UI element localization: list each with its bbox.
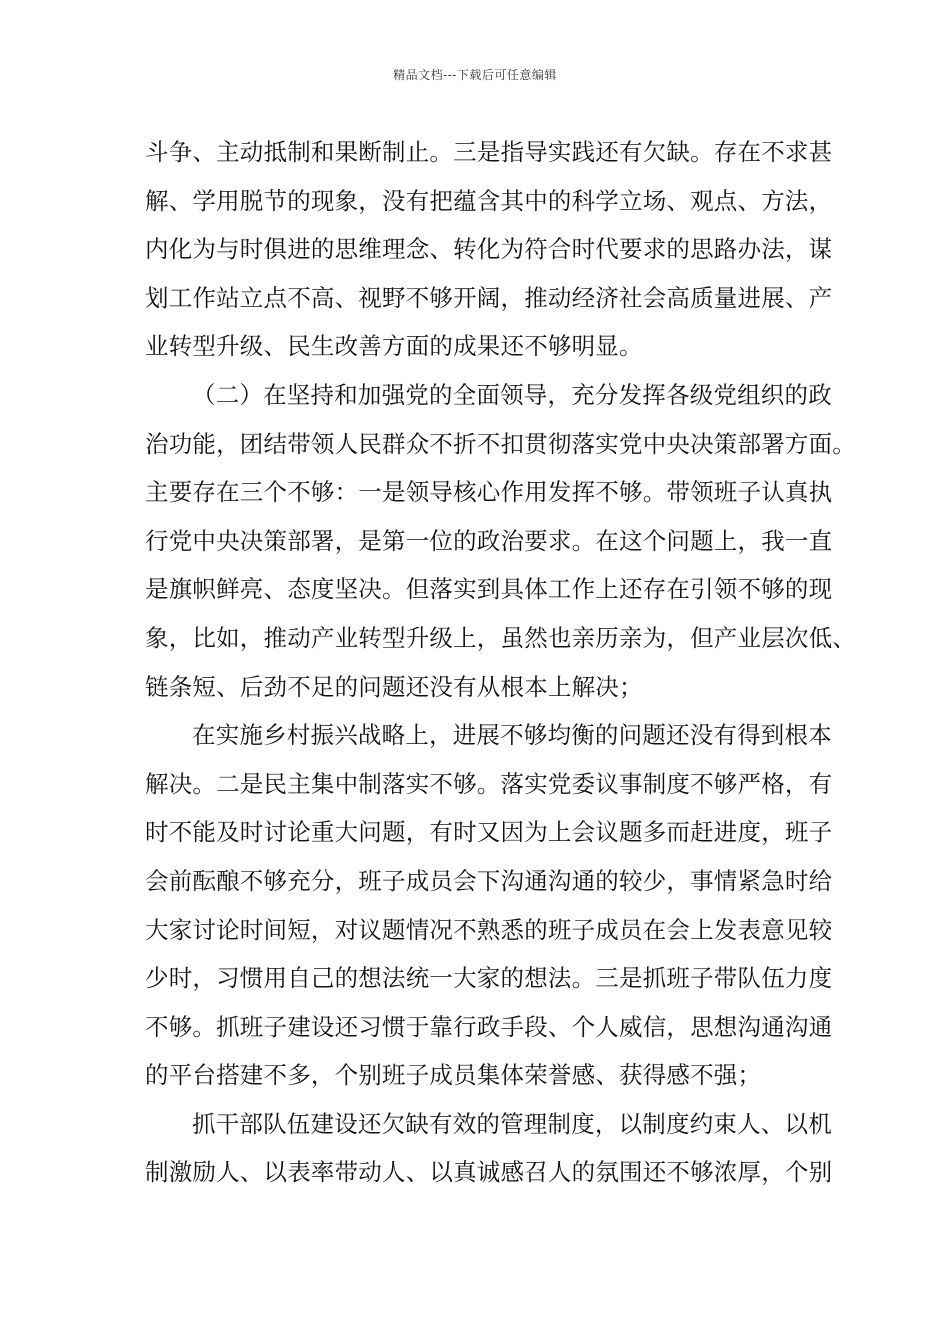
text-line: 治功能，团结带领人民群众不折不扣贯彻落实党中央决策部署方面。 (145, 429, 856, 458)
paragraph-4 (145, 1100, 833, 1197)
text-line: 制激励人、以表率带动人、以真诚感召人的氛围还不够浓厚，个别 (145, 1158, 833, 1187)
paragraph-3 (145, 711, 833, 1100)
paragraph-1 (145, 128, 833, 371)
text-line: 解决。二是民主集中制落实不够。落实党委议事制度不够严格，有 (145, 769, 833, 798)
text-line: 行党中央决策部署，是第一位的政治要求。在这个问题上，我一直 (145, 526, 833, 555)
text-line: 链条短、后劲不足的问题还没有从根本上解决； (145, 672, 643, 701)
text-line: 大家讨论时间短，对议题情况不熟悉的班子成员在会上发表意见较 (145, 915, 833, 944)
paragraph-2 (145, 371, 856, 711)
text-line: 内化为与时俱进的思维理念、转化为符合时代要求的思路办法，谋 (145, 235, 833, 264)
text-line: 不够。抓班子建设还习惯于靠行政手段、个人威信，思想沟通沟通 (145, 1012, 833, 1041)
text-line: 的平台搭建不多，个别班子成员集体荣誉感、获得感不强； (145, 1061, 762, 1090)
text-line: 主要存在三个不够：一是领导核心作用发挥不够。带领班子认真执 (145, 478, 833, 507)
text-line-first: 在实施乡村振兴战略上，进展不够均衡的问题还没有得到根本 (192, 721, 832, 750)
text-line: 划工作站立点不高、视野不够开阔，推动经济社会高质量进展、产 (145, 283, 833, 312)
text-line: 少时，习惯用自己的想法统一大家的想法。三是抓班子带队伍力度 (145, 964, 833, 993)
page-header: 精品文档---下载后可任意编辑 (393, 68, 557, 82)
text-line-first: 抓干部队伍建设还欠缺有效的管理制度，以制度约束人、以机 (192, 1109, 832, 1138)
text-line: 斗争、主动抵制和果断制止。三是指导实践还有欠缺。存在不求甚 (145, 138, 833, 166)
document-body (145, 128, 856, 1197)
text-line: 时不能及时讨论重大问题，有时又因为上会议题多而赶进度，班子 (145, 818, 833, 847)
text-line: 象，比如，推动产业转型升级上，虽然也亲历亲为，但产业层次低、 (145, 623, 856, 652)
text-line: 解、学用脱节的现象，没有把蕴含其中的科学立场、观点、方法， (145, 186, 833, 215)
text-line: 业转型升级、民生改善方面的成果还不够明显。 (145, 332, 643, 361)
text-line-first: （二）在坚持和加强党的全面领导，充分发挥各级党组织的政 (192, 380, 832, 409)
text-line: 是旗帜鲜亮、态度坚决。但落实到具体工作上还存在引领不够的现 (145, 575, 833, 604)
text-line: 会前酝酿不够充分，班子成员会下沟通沟通的较少，事情紧急时给 (145, 866, 833, 895)
